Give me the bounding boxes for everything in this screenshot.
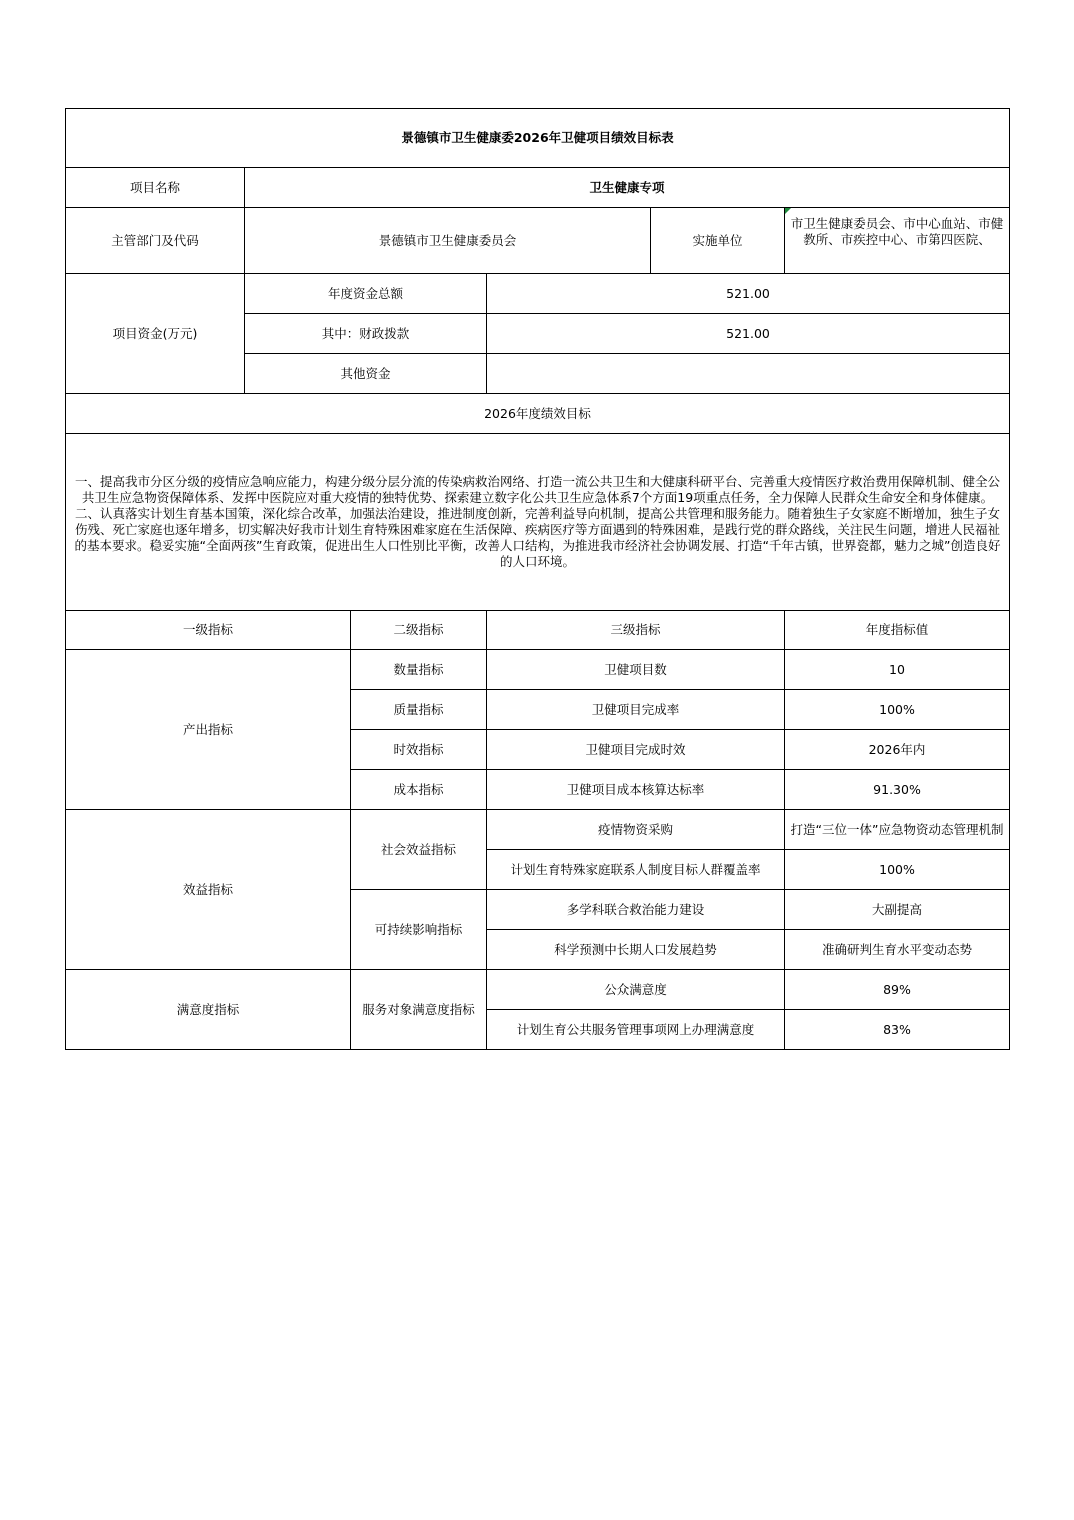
- level3-cell: 计划生育公共服务管理事项网上办理满意度: [487, 1010, 785, 1050]
- level3-cell: 科学预测中长期人口发展趋势: [487, 930, 785, 970]
- goals-header: 2026年度绩效目标: [66, 394, 1010, 434]
- header-value: 年度指标值: [785, 611, 1010, 650]
- level2-cell: 数量指标: [351, 650, 487, 690]
- value-cell: 2026年内: [785, 730, 1010, 770]
- value-cell: 大副提高: [785, 890, 1010, 930]
- level1-output: 产出指标: [66, 650, 351, 810]
- level3-cell: 计划生育特殊家庭联系人制度目标人群覆盖率: [487, 850, 785, 890]
- value-cell: 100%: [785, 850, 1010, 890]
- dept-label: 主管部门及代码: [66, 208, 245, 274]
- performance-target-table: [65, 108, 1010, 1050]
- level3-cell: 多学科联合救治能力建设: [487, 890, 785, 930]
- header-level1: 一级指标: [66, 611, 351, 650]
- level1-benefit: 效益指标: [66, 810, 351, 970]
- level2-cell: 成本指标: [351, 770, 487, 810]
- table-row: [66, 810, 1010, 850]
- funds-label: 项目资金(万元): [66, 274, 245, 394]
- value-cell: 打造“三位一体”应急物资动态管理机制: [785, 810, 1010, 850]
- value-cell: 10: [785, 650, 1010, 690]
- impl-label: 实施单位: [651, 208, 785, 274]
- level3-cell: 公众满意度: [487, 970, 785, 1010]
- value-cell: 89%: [785, 970, 1010, 1010]
- level3-cell: 卫健项目数: [487, 650, 785, 690]
- value-cell: 83%: [785, 1010, 1010, 1050]
- level2-satisfaction: 服务对象满意度指标: [351, 970, 487, 1050]
- table-title: 景德镇市卫生健康委2026年卫健项目绩效目标表: [66, 109, 1010, 168]
- value-cell: 准确研判生育水平变动态势: [785, 930, 1010, 970]
- project-name-value: 卫生健康专项: [245, 168, 1010, 208]
- fund-fiscal-value: 521.00: [487, 314, 1010, 354]
- level2-cell: 时效指标: [351, 730, 487, 770]
- header-level3: 三级指标: [487, 611, 785, 650]
- level2-social: 社会效益指标: [351, 810, 487, 890]
- table-row: [66, 650, 1010, 690]
- level3-cell: 疫情物资采购: [487, 810, 785, 850]
- impl-value-cell: [785, 208, 1010, 274]
- value-cell: 91.30%: [785, 770, 1010, 810]
- table-row: [66, 970, 1010, 1010]
- level2-sustain: 可持续影响指标: [351, 890, 487, 970]
- project-name-label: 项目名称: [66, 168, 245, 208]
- fund-other-value: [487, 354, 1010, 394]
- goals-text: [66, 434, 1010, 611]
- value-cell: 100%: [785, 690, 1010, 730]
- goal-paragraph-2: 二、认真落实计划生育基本国策，深化综合改革，加强法治建设，推进制度创新，完善利益导向机制，提高公共管理和服务能力。随着独生子女家庭不断增加，独生子女伤残、死亡家庭也逐年增多，切实解决好我市计划生育特殊困难家庭在生活保障、疾病医疗等方面遇到的特殊困难，是践行党的群众路线，关注民生问题，增进人民福祉的基本要求。稳妥实施“全面两孩”生育政策，促进出生人口性别比平衡，改善人口结构，为推进我市经济社会协调发展、打造“千年古镇，世界瓷都，魅力之城”创造良好的人口环境。: [74, 506, 1001, 569]
- fund-fiscal-label: 其中：财政拨款: [245, 314, 487, 354]
- level2-cell: 质量指标: [351, 690, 487, 730]
- level3-cell: 卫健项目完成时效: [487, 730, 785, 770]
- header-level2: 二级指标: [351, 611, 487, 650]
- impl-value: 市卫生健康委员会、市中心血站、市健教所、市疾控中心、市第四医院、: [790, 215, 1004, 247]
- dept-value: 景德镇市卫生健康委员会: [245, 208, 651, 274]
- fund-total-value: 521.00: [487, 274, 1010, 314]
- level1-satisfaction: 满意度指标: [66, 970, 351, 1050]
- comment-marker-icon: [785, 208, 791, 214]
- level3-cell: 卫健项目成本核算达标率: [487, 770, 785, 810]
- level3-cell: 卫健项目完成率: [487, 690, 785, 730]
- fund-total-label: 年度资金总额: [245, 274, 487, 314]
- goal-paragraph-1: 一、提高我市分区分级的疫情应急响应能力，构建分级分层分流的传染病救治网络、打造一流公共卫生和大健康科研平台、完善重大疫情医疗救治费用保障机制、健全公共卫生应急物资保障体系、发挥中医院应对重大疫情的独特优势、探索建立数字化公共卫生应急体系7个方面19项重点任务，全力保障人民群众生命安全和身体健康。: [75, 474, 1001, 505]
- fund-other-label: 其他资金: [245, 354, 487, 394]
